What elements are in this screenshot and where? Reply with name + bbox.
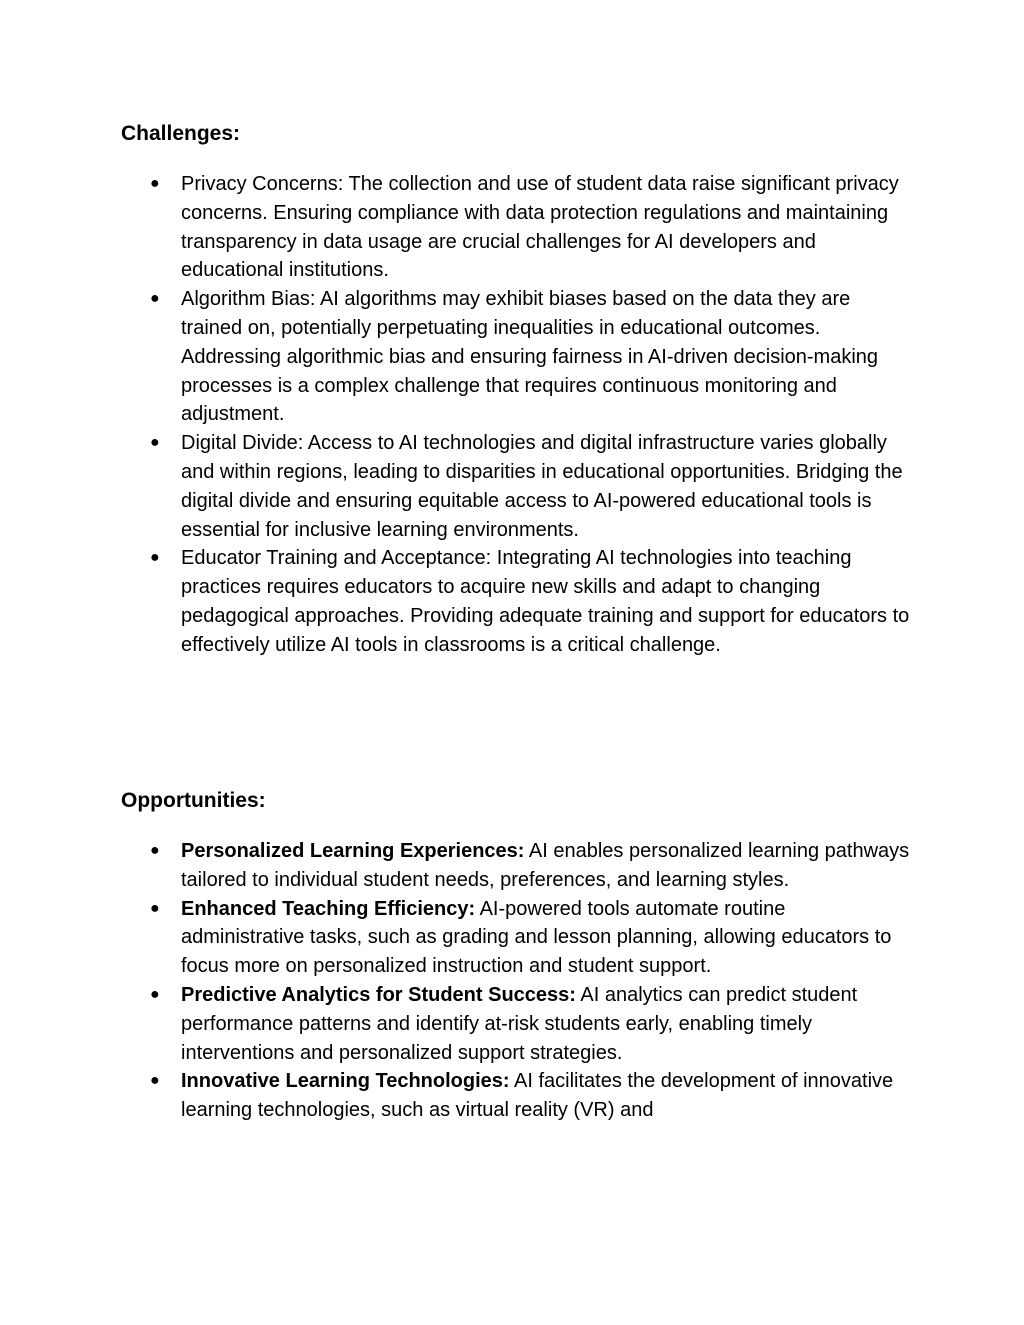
challenge-text: Educator Training and Acceptance: Integrating AI technologies into teaching practices requires educators to acquire new skills and adapt to changing pedagogical approaches. Providing adequate training and support for educators to effectively utilize AI tools in classrooms is a critical challenge. <box>181 547 910 656</box>
opportunity-item-predictive-analytics <box>150 981 910 1067</box>
opportunity-text: AI analytics can predict student performance patterns and identify at-risk students early, enabling timely interventions and personalized support strategies. <box>181 983 858 1064</box>
challenge-item-algorithm-bias <box>150 285 910 429</box>
bullet-icon: ● <box>150 175 160 192</box>
opportunity-text: AI-powered tools automate routine administrative tasks, such as grading and lesson planning, allowing educators to focus more on personalized instruction and student support. <box>181 897 892 978</box>
challenge-item-digital-divide <box>150 429 910 544</box>
challenges-heading: Challenges: <box>121 122 241 145</box>
bullet-icon: ● <box>150 899 160 917</box>
challenge-text: Digital Divide: Access to AI technologies and digital infrastructure varies globally and within regions, leading to disparities in educational opportunities. Bridging the digital divide and ensuring equitable access to AI-powered educational tools is essential for inclusive learning environments. <box>181 432 903 541</box>
opportunity-title: Enhanced Teaching Efficiency: <box>181 897 476 920</box>
bullet-icon: ● <box>150 290 160 308</box>
challenge-text: Algorithm Bias: AI algorithms may exhibit biases based on the data they are trained on, potentially perpetuating inequalities in educational outcomes. Addressing algorithmic bias and ensuring fairness in AI-driven decision-making processes is a complex challenge that requires continuous monitoring and adjustment. <box>181 288 879 426</box>
opportunity-text: AI facilitates the development of innovative learning technologies, such as virtual reality (VR) and <box>181 1070 894 1122</box>
bullet-icon: ● <box>150 1072 160 1090</box>
opportunities-heading: Opportunities: <box>121 789 266 812</box>
challenges-list <box>150 170 910 660</box>
bullet-icon: ● <box>150 842 160 859</box>
opportunity-title: Predictive Analytics for Student Success: <box>181 983 576 1006</box>
challenge-text: Privacy Concerns: The collection and use of student data raise significant privacy concerns. Ensuring compliance with data protection regulations and maintaining transparency in data usage are crucial challenges for AI developers and educational institutions. <box>181 173 899 282</box>
opportunity-item-innovative-technologies <box>150 1067 910 1125</box>
bullet-icon: ● <box>150 434 160 452</box>
bullet-icon: ● <box>150 549 160 567</box>
opportunity-title: Personalized Learning Experiences: <box>181 840 525 862</box>
opportunity-item-teaching-efficiency <box>150 895 910 981</box>
opportunity-title: Innovative Learning Technologies: <box>181 1070 510 1093</box>
opportunity-text: AI enables personalized learning pathways tailored to individual student needs, preferences, and learning styles. <box>181 840 910 891</box>
challenge-item-educator-training <box>150 544 910 659</box>
bullet-icon: ● <box>150 985 160 1003</box>
opportunity-item-personalized-learning <box>150 837 910 895</box>
challenge-item-privacy <box>150 170 910 285</box>
opportunities-list <box>150 837 910 1125</box>
